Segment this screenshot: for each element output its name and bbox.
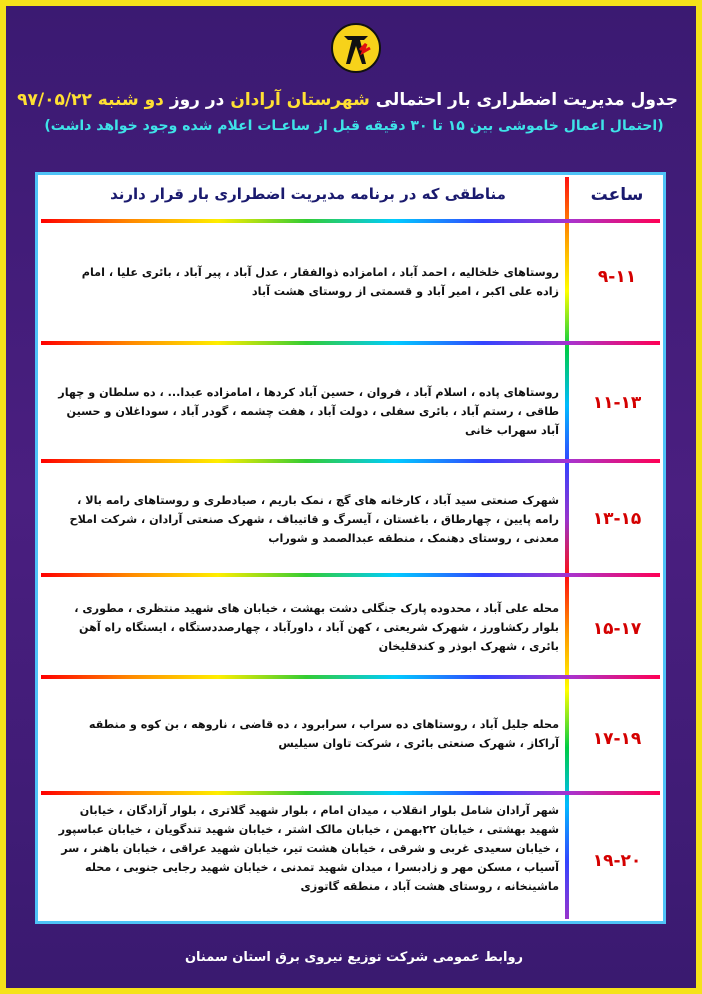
table-row-time: ۱۵-۱۷ — [592, 619, 642, 639]
title-part2: در روز — [163, 90, 231, 110]
table-row-time: ۱۳-۱۵ — [592, 509, 642, 529]
table-row-time: ۱۹-۲۰ — [592, 851, 642, 871]
row-divider — [41, 219, 660, 223]
table-row-time: ۱۷-۱۹ — [592, 729, 642, 749]
table-row-areas: محله جلیل آباد ، روستاهای ده سراب ، سرابرود ، ده قاضی ، ناروهه ، بن کوه و منطقه آراکاز ، شهرک صنعتی بائری ، شرکت تاوان سیلیس — [88, 718, 559, 750]
table-row-areas: روستاهای خلخالیه ، احمد آباد ، امامزاده ذوالفقار ، عدل آباد ، پیر آباد ، بائری علیا ، امام زاده علی اکبر ، امیر آباد و قسمتی از روستای هشت آباد — [81, 266, 559, 298]
electric-tower-logo-icon — [330, 22, 382, 74]
row-divider — [41, 791, 660, 795]
table-row-areas: محله علی آباد ، محدوده پارک جنگلی دشت بهشت ، خیابان های شهید منتظری ، مطوری ، بلوار رکشاورز ، شهرک شریعتی ، کهن آباد ، داورآباد ، چهارصددستگاه ، ایستگاه راه آهن بائری ، شهرک ابوذر و کندقلیخان — [74, 602, 559, 653]
page-subtitle: (احتمال اعمال خاموشی بین ۱۵ تا ۳۰ دقیقه قبل از ساعـات اعلام شده وجود خواهد داشت) — [44, 118, 664, 134]
row-divider — [41, 573, 660, 577]
areas-column-header: مناطقی که در برنامه مدیریت اضطراری بار قرار دارند — [110, 185, 506, 203]
column-divider — [565, 177, 569, 919]
page-title — [17, 90, 678, 110]
row-divider — [41, 459, 660, 463]
table-row-time: ۹-۱۱ — [597, 267, 637, 287]
title-date: دو شنبه ۹۷/۰۵/۲۲ — [17, 90, 164, 110]
table-row-time: ۱۱-۱۳ — [592, 393, 642, 413]
table-row-areas: شهر آرادان شامل بلوار انقلاب ، میدان امام ، بلوار شهید گلاتری ، بلوار آزادگان ، خیابان شهید بهشتی ، خیابان ۲۲بهمن ، خیابان مالک اشتر ، خیابان شهید تندگویان ، خیابان عباسپور ، خیابان سعیدی غربی و شرقی ، خیابان هشت تیر، خیابان شهید عراقی ، خیابان باهنر ، سر آسیاب ، مسکن مهر و زادبسرا ، میدان شهید تمدنی ، خیابان شهید رجایی جنوبی ، محله ماشینخانه ، روستای هشت آباد ، منطقه گاتوزی — [58, 804, 559, 893]
table-row-areas: روستاهای پاده ، اسلام آباد ، فروان ، حسین آباد کردها ، امامزاده عبدا... ، ده سلطان و چهار طاقی ، رستم آباد ، بائری سفلی ، دولت آباد ، هفت چشمه ، گودر آباد ، سوداغلان و حسین آباد سهراب خانی — [58, 386, 559, 437]
time-column-header: ساعت — [590, 185, 644, 205]
table-row-areas: شهرک صنعتی سید آباد ، کارخانه های گچ ، نمک باریم ، صیادطری و روستاهای رامه بالا ، رامه پایین ، چهارطاق ، باغستان ، آیسرگ و قاتیباف ، شهرک صنعتی آرادان ، شرکت املاح معدنی ، روستای دهنمک ، منطقه عبدالصمد و شوراب — [69, 494, 559, 545]
title-part1: جدول مدیریت اضطراری بار احتمالی — [369, 90, 678, 110]
title-city: شهرستان آرادان — [230, 90, 370, 110]
schedule-table — [35, 172, 666, 924]
row-divider — [41, 341, 660, 345]
page-footer: روابط عمومی شرکت توزیع نیروی برق استان سمنان — [184, 950, 524, 965]
row-divider — [41, 675, 660, 679]
